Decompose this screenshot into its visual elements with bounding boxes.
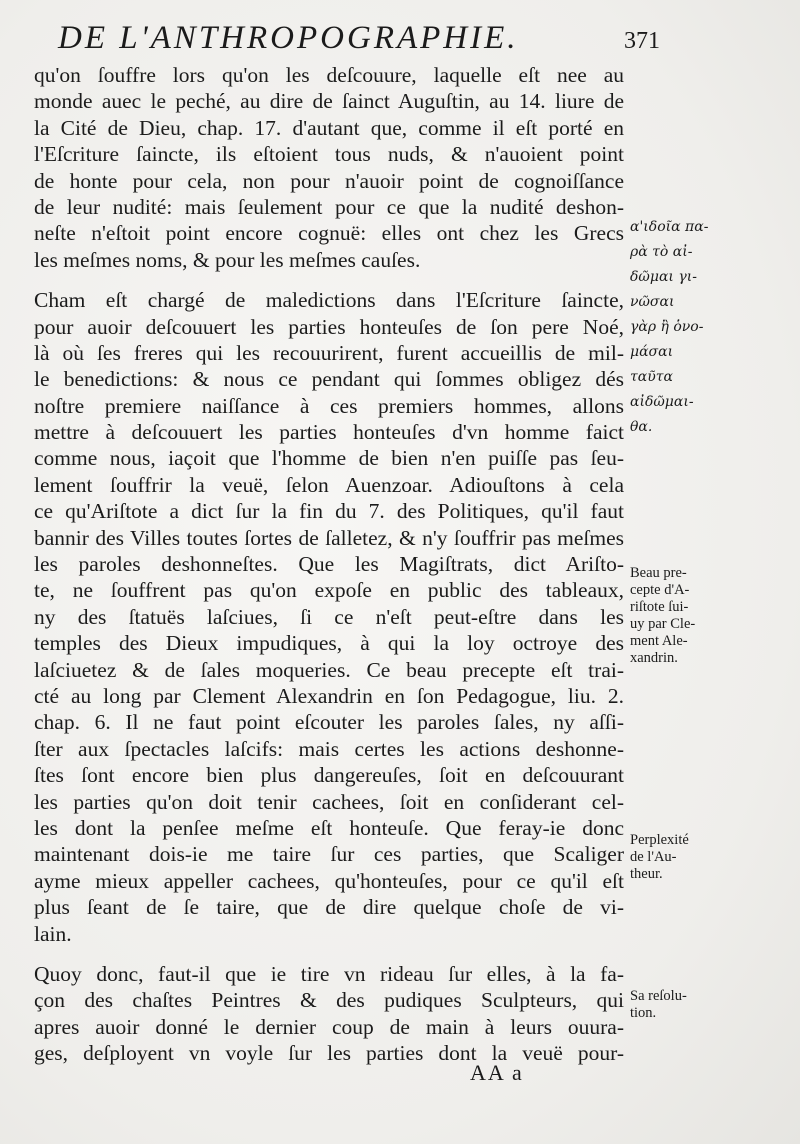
text-line: Cham eſt chargé de maledictions dans l'Eſcriture ſaincte, [34,288,624,313]
text-line: mettre à deſcouuert les parties honteuſes d'vn homme faict [34,420,624,445]
margin-note-line: νῶσαι [630,294,675,310]
text-line: les paroles deshonneſtes. Que les Magiſtrats, dict Ariſto- [34,552,624,577]
text-line: pour auoir deſcouuert les parties honteuſes de ſon pere Noé, [34,314,624,339]
text-line: plus ſeant de ſe taire, que de dire quelque choſe de vi- [34,895,624,920]
margin-note-line: Sa reſolu- [630,988,687,1004]
margin-note-line: γὰρ ἢ ὁνο- [630,319,704,335]
text-line: Quoy donc, faut-il que ie tire vn rideau ſur elles, à la fa- [34,961,624,986]
margin-note-line: Perplexité [630,832,689,848]
text-line: les meſmes noms, & pour les meſmes cauſes. [34,247,421,272]
text-line: ſtes ſont encore bien plus dangereuſes, ſoit en deſcouurant [34,763,624,788]
margin-note-line: ταῦτα [630,369,673,385]
margin-note-line: ment Ale- [630,633,688,649]
text-line: temples des Dieux impudiques, à qui la loy octroye des [34,631,624,656]
paragraph-1 [34,62,624,273]
margin-note-line: δῶμαι γι- [630,269,697,285]
text-line: de honte pour cela, non pour n'auoir point de cognoiſſance [34,168,624,193]
body-text [34,62,624,1066]
margin-note-perplexite [630,832,689,883]
margin-note-line: Beau pre- [630,565,687,581]
margin-note-line: cepte d'A- [630,582,690,598]
paragraph-2 [34,287,624,947]
text-line: la Cité de Dieu, chap. 17. d'autant que, comme il eſt porté en [34,115,624,140]
text-line: ayme mieux appeller cachees, qu'honteuſes, pour ce qu'il eſt [34,868,624,893]
text-line: noſtre premiere naiſſance à ces premiers hommes, allons [34,393,624,418]
text-line: lain. [34,921,72,946]
text-line: cté au long par Clement Alexandrin en ſon Pedagogue, liu. 2. [34,683,624,708]
text-line: les parties qu'on doit tenir cachees, ſoit en conſiderant cel- [34,789,624,814]
margin-note-line: riſtote ſui- [630,599,689,615]
text-line: là où ſes freres qui les recouurirent, furent accueillis de mil- [34,340,624,365]
text-line: de leur nudité: mais ſeulement pour ce que la nudité deshon- [34,194,624,219]
margin-note-precepte [630,565,695,667]
margin-note-line: uy par Cle- [630,616,696,632]
margin-note-line: tion. [630,1005,657,1021]
text-line: ſter aux ſpectacles laſcifs: mais certes les actions deshonne- [34,736,624,761]
paragraph-3 [34,961,624,1067]
text-line: laſciuetez & de ſales moqueries. Ce beau precepte eſt trai- [34,657,624,682]
text-line: neſte n'eſtoit point encore cognuë: elles ont chez les Grecs [34,221,624,246]
text-line: le benedictions: & nous ce pendant qui ſommes obligez dés [34,367,624,392]
text-line: çon des chaſtes Peintres & des pudiques Sculpteurs, qui [34,988,624,1013]
text-line: ce qu'Ariſtote a dict ſur la fin du 7. des Politiques, qu'il faut [34,499,624,524]
text-line: qu'on ſouffre lors qu'on les deſcouure, laquelle eſt nee au [34,63,624,87]
margin-note-resolution [630,988,687,1022]
margin-note-line: θα. [630,419,653,435]
text-line: apres auoir donné le dernier coup de main à leurs ouura- [34,1014,624,1039]
text-line: comme nous, iaçoit que l'homme de bien n'en puiſſe pas ſeu- [34,446,624,471]
greek-gloss [630,215,708,440]
page-number: 371 [624,28,660,54]
margin-note-line: αἰδῶμαι- [630,394,694,410]
text-line: les dont la penſee meſme eſt honteuſe. Que feray-ie donc [34,815,624,840]
page-header [58,20,660,60]
signature-mark: AA a [470,1060,524,1085]
margin-note-line: xandrin. [630,650,678,666]
margin-note-line: α'ιδοῖα πα- [630,219,709,235]
text-line: bannir des Villes toutes ſortes de ſalletez, & n'y ſouffrir pas meſmes [34,525,624,550]
text-line: te, ne ſouffrent pas qu'on expoſe en public des tableaux, [34,578,624,603]
margin-note-line: de l'Au- [630,849,677,865]
text-line: ny des ſtatuës laſciues, ſi ce n'eſt peut-eſtre dans les [34,604,624,629]
margin-note-line: theur. [630,866,663,882]
margin-note-line: μάσαι [630,344,674,360]
text-line: maintenant dois-ie me taire ſur ces parties, que Scaliger [34,842,624,867]
running-title: DE L'ANTHROPOGRAPHIE. [58,20,519,56]
text-line: ges, deſployent vn voyle ſur les parties dont la veuë pour- [34,1041,624,1066]
text-line: monde auec le peché, au dire de ſainct Auguſtin, au 14. liure de [34,89,624,114]
text-line: chap. 6. Il ne faut point eſcouter les paroles ſales, ny aſſi- [34,710,624,735]
margin-note-line: ρὰ τὸ αἰ- [630,244,693,260]
text-line: lement ſouffrir la veuë, ſelon Auenzoar. Adiouſtons à cela [34,472,624,497]
text-line: l'Eſcriture ſaincte, ils eſtoient tous nuds, & n'auoient point [34,142,624,167]
